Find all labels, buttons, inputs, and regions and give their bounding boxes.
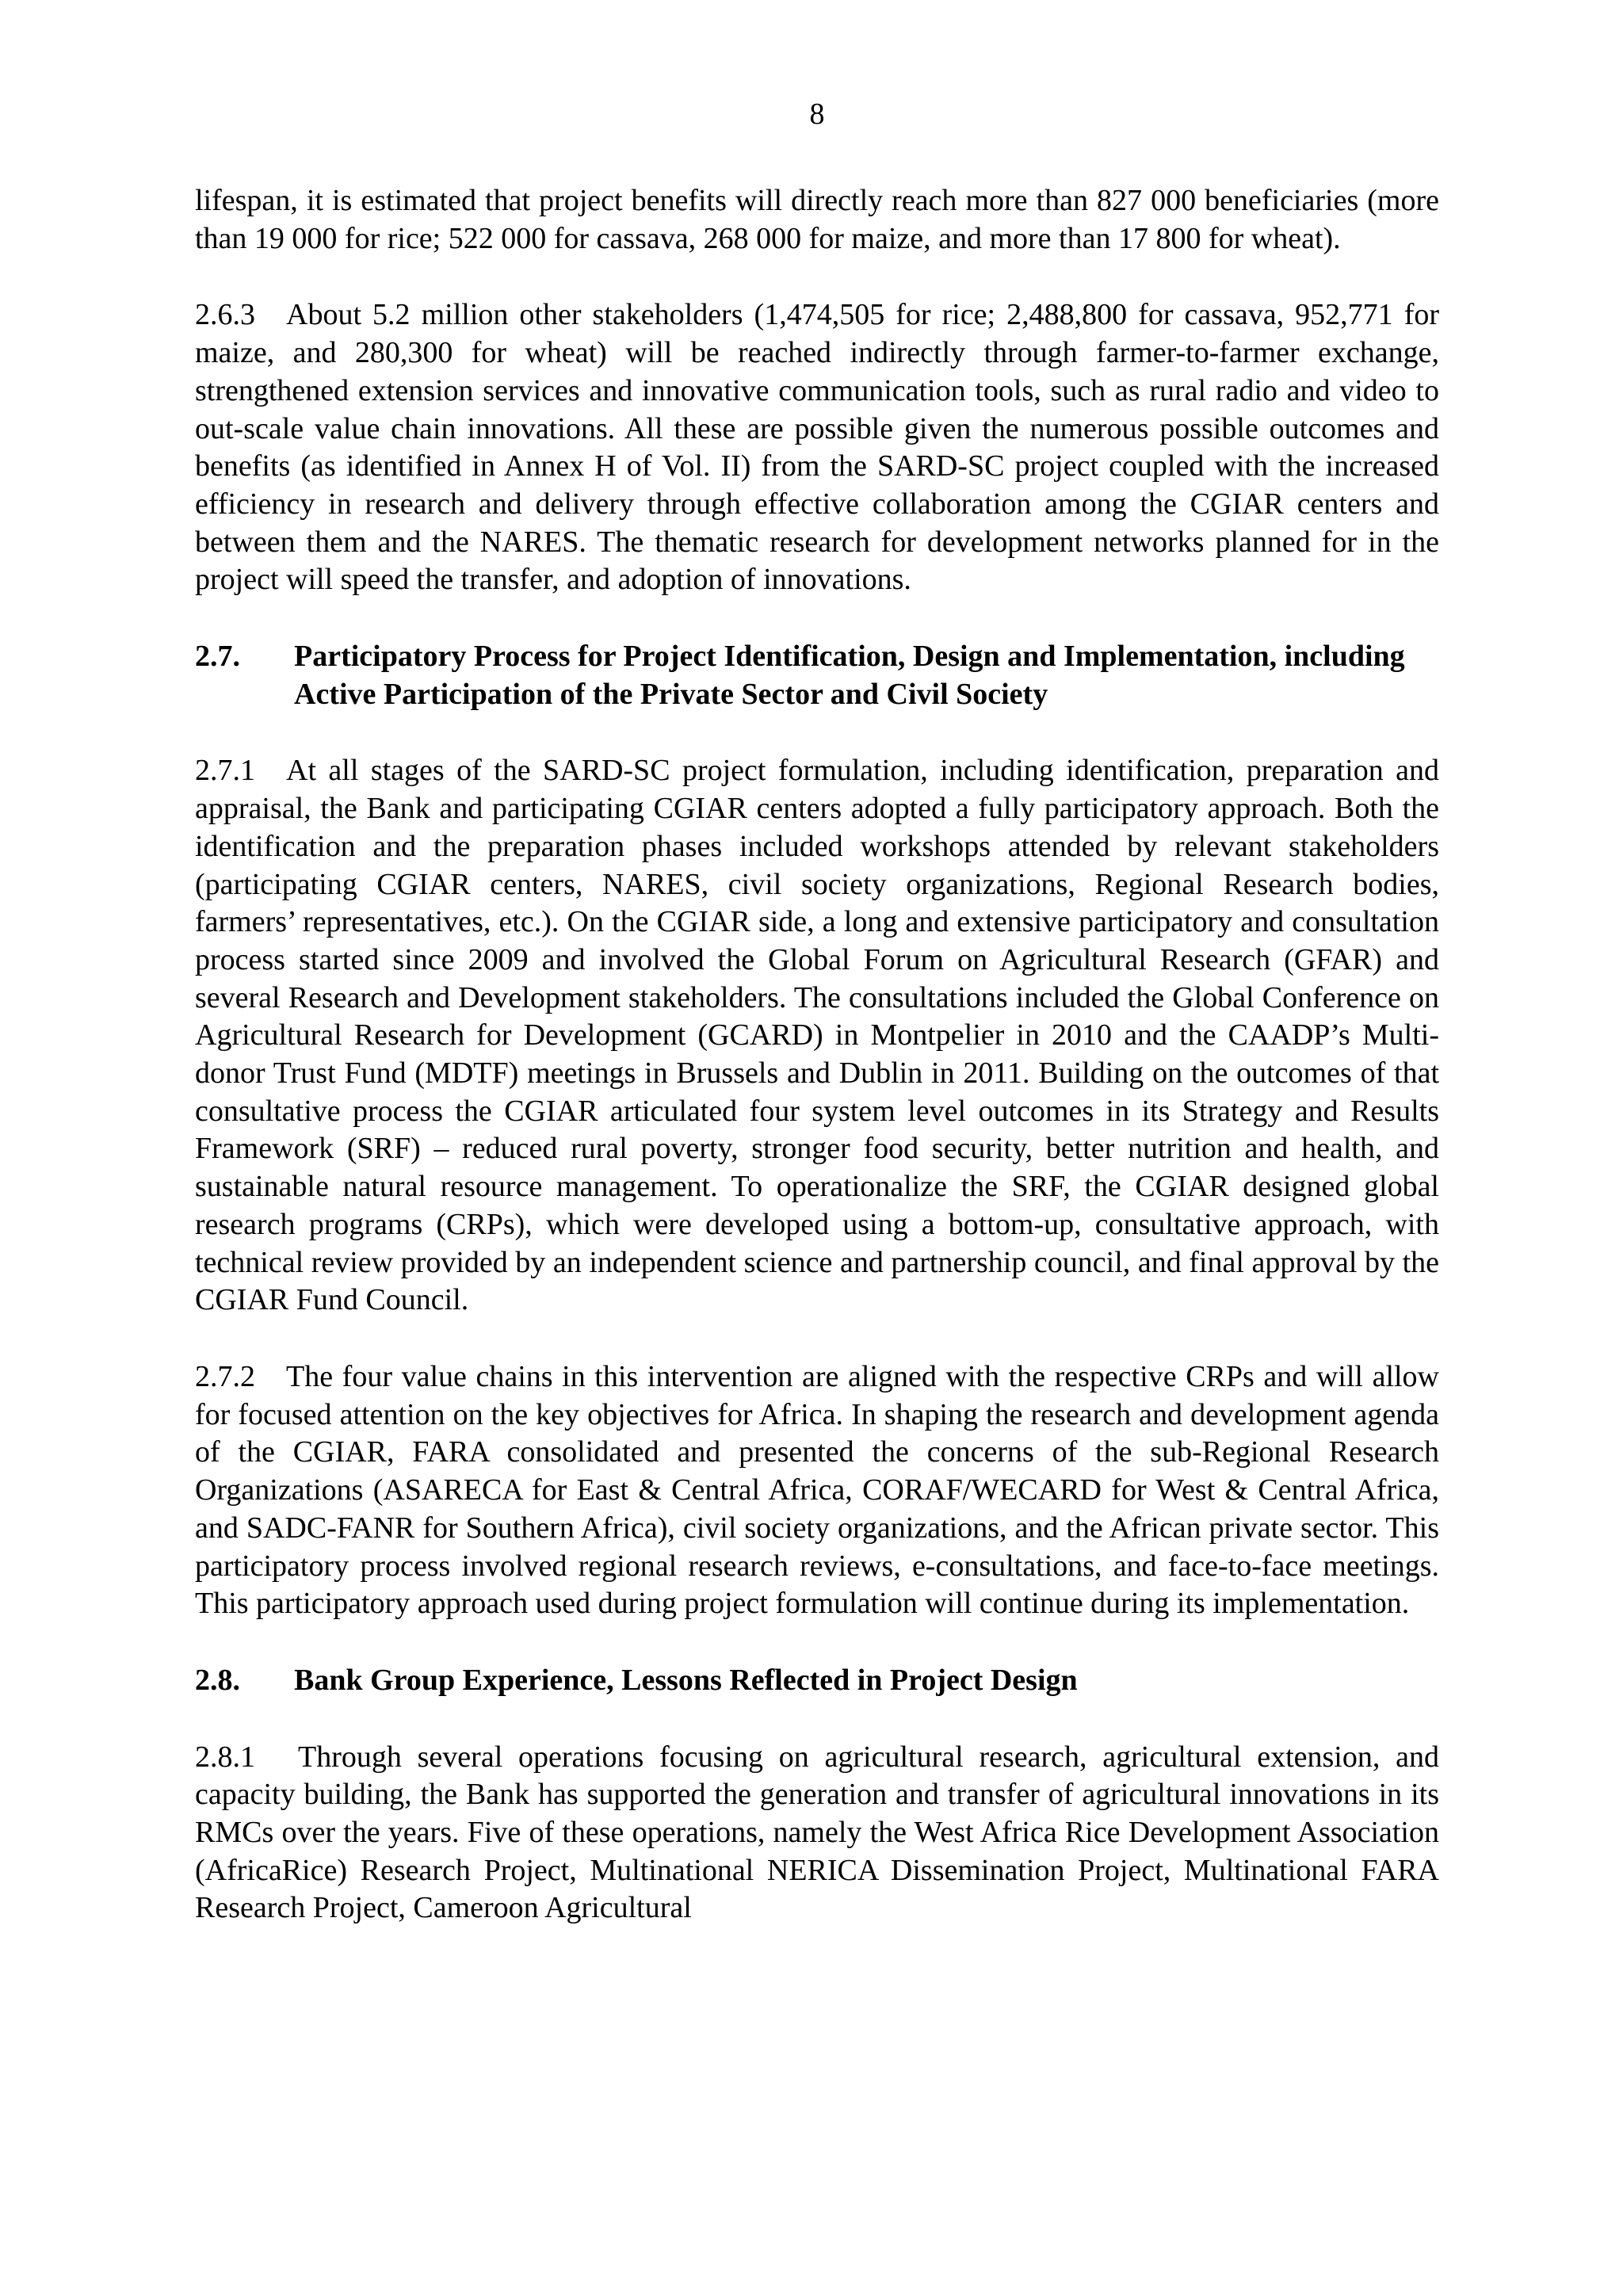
paragraph-text: At all stages of the SARD-SC project formulation, including identification, preparation and appraisal, the Bank and participating CGIAR centers adopted a fully participatory approach. Both the identification and the preparation phases included workshops attended by relevant stakeholders (participating CGIAR centers, NARES, civil society organizations, Regional Research bodies, farmers’ representatives, etc.). On the CGIAR side, a long and extensive participatory and consultation process started since 2009 and involved the Global Forum on Agricultural Research (GFAR) and several Research and Development stakeholders. The consultations included the Global Conference on Agricultural Research for Development (GCARD) in Montpelier in 2010 and the CAADP’s Multi-donor Trust Fund (MDTF) meetings in Brussels and Dublin in 2011. Building on the outcomes of that consultative process the CGIAR articulated four system level outcomes in its Strategy and Results Framework (SRF) – reduced rural poverty, stronger food security, better nutrition and health, and sustainable natural resource management. To operationalize the SRF, the CGIAR designed global research programs (CRPs), which were developed using a bottom-up, consultative approach, with technical review provided by an independent science and partnership council, and final approval by the CGIAR Fund Council. [195, 754, 1439, 1317]
paragraph-number: 2.7.1 [195, 754, 255, 788]
paragraph-2-8-1 [195, 1739, 1439, 1928]
paragraph-text: Through several operations focusing on agricultural research, agricultural extension, and capacity building, the Bank has supported the generation and transfer of agricultural innovations in its RMCs over the years. Five of these operations, namely the West Africa Rice Development Association (AfricaRice) Research Project, Multinational NERICA Dissemination Project, Multinational FARA Research Project, Cameroon Agricultural [195, 1740, 1439, 1925]
paragraph-text: lifespan, it is estimated that project benefits will directly reach more than 827 000 beneficiaries (more than 19 000 for rice; 522 000 for cassava, 268 000 for maize, and more than 17 800 for wheat). [195, 184, 1439, 255]
paragraph-text: The four value chains in this intervention are aligned with the respective CRPs and will allow for focused attention on the key objectives for Africa. In shaping the research and development agenda of the CGIAR, FARA consolidated and presented the concerns of the sub-Regional Research Organizations (ASARECA for East & Central Africa, CORAF/WECARD for West & Central Africa, and SADC-FANR for Southern Africa), civil society organizations, and the African private sector. This participatory process involved regional research reviews, e-consultations, and face-to-face meetings. This participatory approach used during project formulation will continue during its implementation. [195, 1359, 1439, 1621]
paragraph-number: 2.6.3 [195, 298, 255, 332]
section-heading-2-7 [195, 638, 1439, 713]
paragraph-2-7-2 [195, 1358, 1439, 1623]
section-number: 2.8. [195, 1663, 240, 1697]
paragraph-text: About 5.2 million other stakeholders (1,474,505 for rice; 2,488,800 for cassava, 952,771 for maize, and 280,300 for wheat) will be reached indirectly through farmer-to-farmer exchange, strengthened extension services and innovative communication tools, such as rural radio and video to out-scale value chain innovations. All these are possible given the numerous possible outcomes and benefits (as identified in Annex H of Vol. II) from the SARD-SC project coupled with the increased efficiency in research and delivery through effective collaboration among the CGIAR centers and between them and the NARES. The thematic research for development networks planned for in the project will speed the transfer, and adoption of innovations. [195, 298, 1439, 597]
paragraph-2-7-1 [195, 752, 1439, 1320]
paragraph-2-6-3 [195, 296, 1439, 599]
document-page [195, 95, 1439, 1966]
section-heading-2-8 [195, 1662, 1439, 1700]
paragraph-continued [195, 182, 1439, 258]
section-number: 2.7. [195, 640, 240, 674]
page-number: 8 [809, 97, 825, 131]
paragraph-number: 2.7.2 [195, 1359, 255, 1393]
paragraph-number: 2.8.1 [195, 1740, 255, 1774]
section-title: Participatory Process for Project Identification, Design and Implementation, including Active Participation of the Private Sector and Civil Society [294, 640, 1405, 711]
section-title: Bank Group Experience, Lessons Reflected in Project Design [294, 1663, 1078, 1697]
